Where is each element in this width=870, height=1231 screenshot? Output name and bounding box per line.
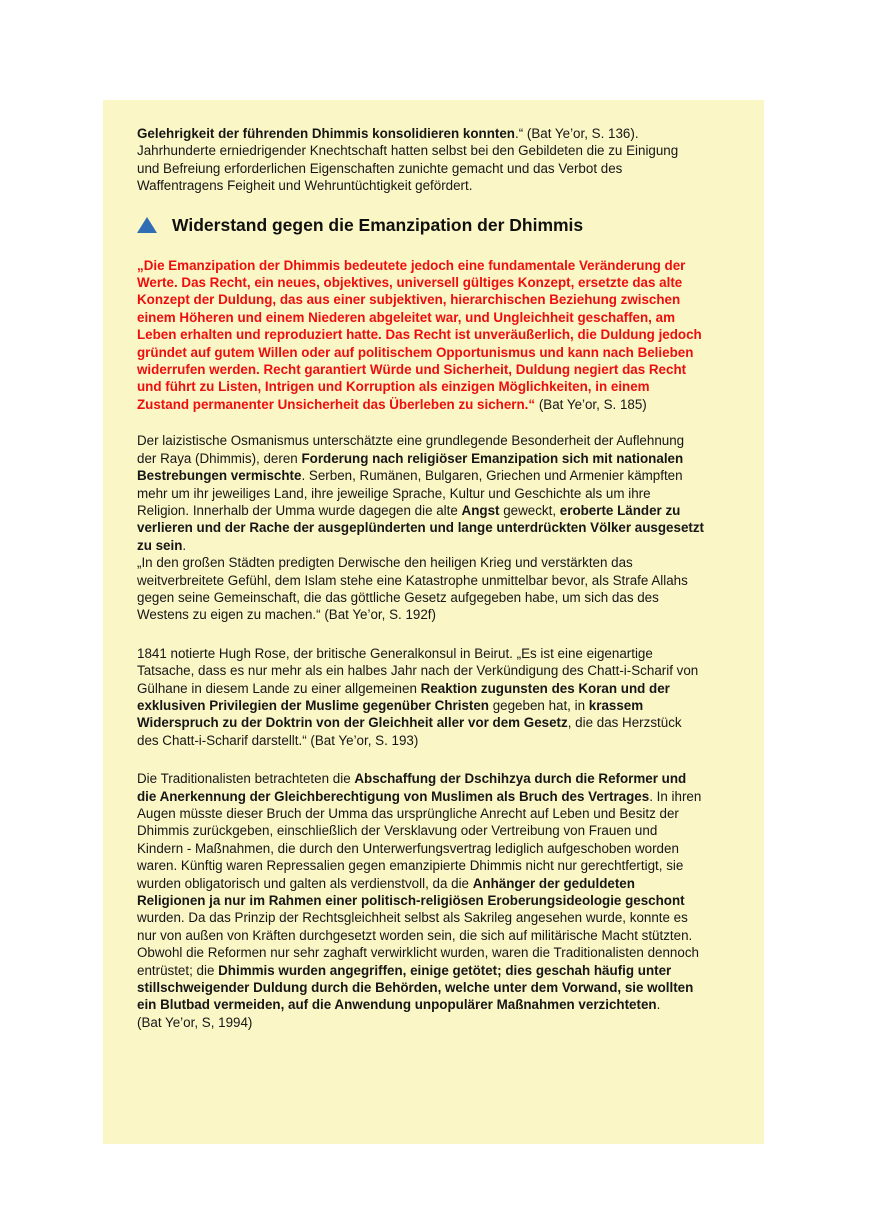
section-heading xyxy=(137,213,704,237)
paragraph-gelehrigkeit: Gelehrigkeit der führenden Dhimmis konsolidieren konnten.“ (Bat Ye’or, S. 136). Jahrhunderte erniedrigender Knechtschaft hatten selbst bei den Gebildeten die zu Einigung und Befreiung erforderlichen Eigenschaften zunichte gemacht und das Verbot des Waffentragens Feigheit und Wehruntüchtigkeit gefördert. xyxy=(137,126,679,194)
document-panel xyxy=(103,100,764,1144)
section-heading-title: Widerstand gegen die Emanzipation der Dhimmis xyxy=(172,214,584,235)
paragraph-hugh-rose-1841: 1841 notierte Hugh Rose, der britische Generalkonsul in Beirut. „Es ist eine eigenartige Tatsache, dass es nur mehr als ein halbes Jahr nach der Verkündigung des Chatt-i-Scharif von Gülhane in diesem Lande zu einer allgemeinen Reaktion zugunsten des Koran und der exklusiven Privilegien der Muslime gegenüber Christen gegeben hat, in krassem Widerspruch zu der Doktrin von der Gleichheit aller vor dem Gesetz, die das Herzstück des Chatt-i-Scharif darstellt.“ (Bat Ye’or, S. 193) xyxy=(137,645,699,748)
triangle-up-icon[interactable] xyxy=(137,217,157,233)
paragraph-laizistischer-osmanismus: Der laizistische Osmanismus unterschätzte eine grundlegende Besonderheit der Auflehnung der Raya (Dhimmis), deren Forderung nach religiöser Emanzipation sich mit nationalen Bestrebungen vermischte. Serben, Rumänen, Bulgaren, Griechen und Armenier kämpften mehr um ihr jeweiliges Land, ihre jeweilige Sprache, Kultur und Geschichte als um ihre Religion. Innerhalb der Umma wurde dagegen die alte Angst geweckt, eroberte Länder zu verlieren und der Rache der ausgeplünderten und lange unterdrückten Völker ausgesetzt zu sein. „In den großen Städten predigten Derwische den heiligen Krieg und verstärkten das weitverbreitete Gefühl, dem Islam stehe eine Katastrophe unmittelbar bevor, als Strafe Allahs gegen seine Gemeinschaft, die das göttliche Gesetz aufgegeben habe, um sich das des Westens zu eigen zu machen.“ (Bat Ye’or, S. 192f) xyxy=(137,433,705,623)
quote-emanzipation-red: „Die Emanzipation der Dhimmis bedeutete jedoch eine fundamentale Veränderung der Werte. Das Recht, ein neues, objektives, universell gültiges Konzept, ersetzte das alte Konzept der Duldung, das aus einer subjektiven, hierarchischen Beziehung zwischen einem Höheren und einem Niederen abgeleitet war, und Ungleichheit geschaffen, am Leben erhalten und reproduziert hatte. Das Recht ist unveräußerlich, die Duldung jedoch gründet auf gutem Willen oder auf politischem Opportunismus und kann nach Belieben widerrufen werden. Recht garantiert Würde und Sicherheit, Duldung negiert das Recht und führt zu Listen, Intrigen und Korruption als einzigen Möglichkeiten, in einem Zustand permanenter Unsicherheit das Überleben zu sichern.“ (Bat Ye’or, S. 185) xyxy=(137,257,702,412)
paragraph-traditionalisten: Die Traditionalisten betrachteten die Abschaffung der Dschihzya durch die Reformer und die Anerkennung der Gleichberechtigung von Muslimen als Bruch des Vertrages. In ihren Augen müsste dieser Bruch der Umma das ursprüngliche Anrecht auf Leben und Besitz der Dhimmis zurückgeben, einschließlich der Versklavung oder Vertreibung von Frauen und Kindern - Maßnahmen, die durch den Unterwerfungsvertrag lediglich aufgeschoben worden waren. Künftig waren Repressalien gegen emanzipierte Dhimmis nicht nur gerechtfertigt, sie wurden obligatorisch und galten als verdienstvoll, da die Anhänger der geduldeten Religionen ja nur im Rahmen einer politisch-religiösen Eroberungsideologie geschont wurden. Da das Prinzip der Rechtsgleichheit selbst als Sakrileg angesehen wurde, konnte es nur von außen von Kräften durchgesetzt worden sein, die sich auf militärische Macht stützten. Obwohl die Reformen nur sehr zaghaft verwirklicht wurden, waren die Traditionalisten dennoch entrüstet; die Dhimmis wurden angegriffen, einige getötet; dies geschah häufig unter stillschweigender Duldung durch die Behörden, welche unter dem Vorwand, sie wollten ein Blutbad vermeiden, auf die Anwendung unpopulärer Maßnahmen verzichteten. (Bat Ye’or, S, 1994) xyxy=(137,771,702,1030)
